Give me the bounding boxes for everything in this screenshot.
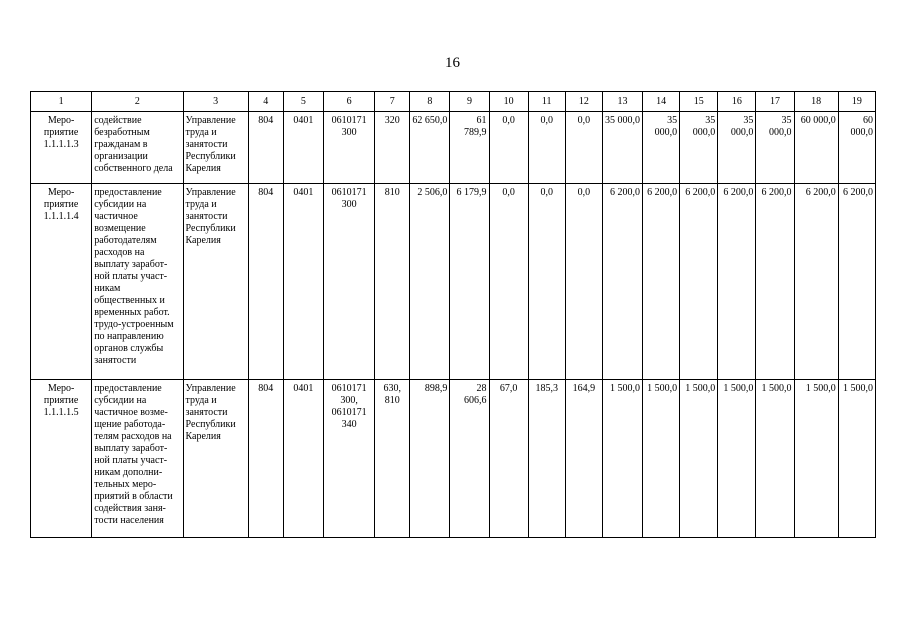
header-cell: 5: [283, 92, 323, 112]
header-cell: 8: [410, 92, 450, 112]
table-cell: 1 500,0: [643, 380, 680, 538]
header-cell: 19: [838, 92, 875, 112]
table-cell: 6 200,0: [718, 184, 756, 380]
header-cell: 17: [756, 92, 794, 112]
event-cell: Меро-приятие 1.1.1.1.4: [31, 184, 92, 380]
table-cell: 67,0: [489, 380, 528, 538]
table-cell: 164,9: [565, 380, 602, 538]
table-row: [31, 380, 876, 538]
table-cell: 35 000,0: [718, 112, 756, 184]
budget-table: [30, 91, 876, 538]
description-cell: предоставление субсидии на частичное возмещение работодателям расходов на выплату заработ-ной платы участ-никам общественных и временных работ. трудо-устроенным по направлению органов службы занятости: [92, 184, 183, 380]
table-cell: 0,0: [489, 112, 528, 184]
table-cell: 0610171 300: [323, 184, 374, 380]
executor-cell: Управление труда и занятости Республики Карелия: [183, 380, 248, 538]
header-cell: 15: [680, 92, 718, 112]
table-cell: 804: [248, 184, 283, 380]
table-cell: 0,0: [528, 112, 565, 184]
header-row: [31, 92, 876, 112]
header-cell: 11: [528, 92, 565, 112]
header-cell: 6: [323, 92, 374, 112]
table-cell: 6 200,0: [680, 184, 718, 380]
table-cell: 0401: [283, 112, 323, 184]
table-cell: 1 500,0: [718, 380, 756, 538]
table-cell: 6 200,0: [838, 184, 875, 380]
table-cell: 804: [248, 112, 283, 184]
table-cell: 0,0: [565, 184, 602, 380]
table-cell: 0,0: [489, 184, 528, 380]
header-cell: 1: [31, 92, 92, 112]
header-cell: 16: [718, 92, 756, 112]
description-cell: предоставление субсидии на частичное возме-щение работода-телям расходов на выплату заработ-ной платы участ-никам дополни-тельных меро-приятий в области содействия заня-тости населения: [92, 380, 183, 538]
header-cell: 3: [183, 92, 248, 112]
table-cell: 320: [375, 112, 410, 184]
table-cell: 630, 810: [375, 380, 410, 538]
table-cell: 810: [375, 184, 410, 380]
table-cell: 60 000,0: [838, 112, 875, 184]
table-cell: 0610171 300: [323, 112, 374, 184]
header-cell: 13: [602, 92, 642, 112]
table-cell: 1 500,0: [838, 380, 875, 538]
table-cell: 6 200,0: [756, 184, 794, 380]
table-cell: 2 506,0: [410, 184, 450, 380]
header-cell: 10: [489, 92, 528, 112]
executor-cell: Управление труда и занятости Республики Карелия: [183, 184, 248, 380]
table-cell: 0,0: [565, 112, 602, 184]
table-cell: 1 500,0: [680, 380, 718, 538]
table-cell: 62 650,0: [410, 112, 450, 184]
table-cell: 6 200,0: [794, 184, 838, 380]
header-cell: 18: [794, 92, 838, 112]
table-cell: 6 179,9: [450, 184, 489, 380]
table-cell: 35 000,0: [643, 112, 680, 184]
executor-cell: Управление труда и занятости Республики Карелия: [183, 112, 248, 184]
table-cell: 60 000,0: [794, 112, 838, 184]
event-cell: Меро-приятие 1.1.1.1.3: [31, 112, 92, 184]
table-cell: 804: [248, 380, 283, 538]
table-cell: 0401: [283, 380, 323, 538]
table-row: [31, 184, 876, 380]
event-cell: Меро-приятие 1.1.1.1.5: [31, 380, 92, 538]
table-cell: 35 000,0: [680, 112, 718, 184]
table-cell: 0610171 300, 0610171 340: [323, 380, 374, 538]
header-cell: 12: [565, 92, 602, 112]
header-cell: 9: [450, 92, 489, 112]
table-cell: 1 500,0: [602, 380, 642, 538]
table-cell: 0,0: [528, 184, 565, 380]
description-cell: содействие безработным гражданам в организации собственного дела: [92, 112, 183, 184]
table-cell: 6 200,0: [643, 184, 680, 380]
header-cell: 2: [92, 92, 183, 112]
table-row: [31, 112, 876, 184]
table-cell: 1 500,0: [756, 380, 794, 538]
header-cell: 7: [375, 92, 410, 112]
table-cell: 61 789,9: [450, 112, 489, 184]
table-cell: 28 606,6: [450, 380, 489, 538]
table-cell: 1 500,0: [794, 380, 838, 538]
header-cell: 14: [643, 92, 680, 112]
table-cell: 35 000,0: [602, 112, 642, 184]
header-cell: 4: [248, 92, 283, 112]
table-cell: 35 000,0: [756, 112, 794, 184]
page-number: 16: [445, 55, 460, 71]
table-cell: 185,3: [528, 380, 565, 538]
table-cell: 6 200,0: [602, 184, 642, 380]
table-cell: 898,9: [410, 380, 450, 538]
table-cell: 0401: [283, 184, 323, 380]
